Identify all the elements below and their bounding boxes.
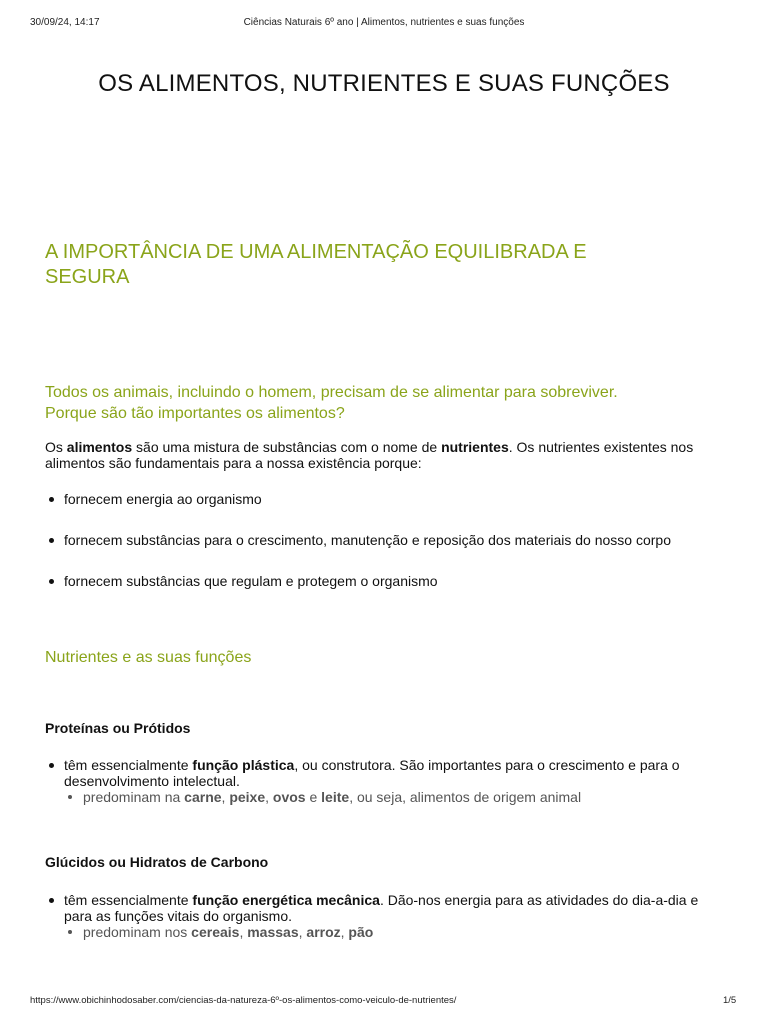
keyword: função plástica	[192, 757, 295, 773]
text: ,	[221, 789, 230, 805]
keyword-alimentos: alimentos	[66, 439, 133, 455]
keyword: pão	[348, 924, 374, 940]
glucids-bullet-line-1	[64, 892, 698, 908]
question-line-1: Todos os animais, incluindo o homem, precisam de se alimentar para sobreviver.	[45, 384, 618, 401]
list-item	[64, 491, 768, 507]
proteins-bullet-line-2: desenvolvimento intelectual.	[64, 773, 240, 789]
subheading-proteins: Proteínas ou Prótidos	[45, 720, 191, 736]
keyword: leite	[321, 789, 350, 805]
list-item-text: fornecem energia ao organismo	[64, 491, 262, 507]
glucids-bullet-line-2: para as funções vitais do organismo.	[64, 908, 293, 924]
intro-paragraph-line-1	[45, 439, 693, 455]
text: ,	[298, 924, 307, 940]
subheading-glucids: Glúcidos ou Hidratos de Carbono	[45, 854, 269, 870]
question-line-2: Porque são tão importantes os alimentos?	[45, 405, 345, 422]
keyword: ovos	[272, 789, 306, 805]
section-heading-importance: A IMPORTÂNCIA DE UMA ALIMENTAÇÃO EQUILIBRADA E SEGURA	[45, 241, 587, 288]
bullet-icon	[68, 795, 72, 799]
proteins-bullet-line-1	[64, 757, 680, 773]
glucids-sub-bullet	[83, 924, 373, 940]
text: predominam nos	[83, 924, 192, 940]
text: . Os nutrientes existentes nos	[508, 439, 694, 455]
bullet-icon	[68, 930, 72, 934]
page-number: 1/5	[723, 995, 737, 1006]
list-item	[64, 573, 768, 589]
main-title: OS ALIMENTOS, NUTRIENTES E SUAS FUNÇÕES	[98, 70, 670, 97]
keyword-nutrientes: nutrientes	[441, 439, 509, 455]
text: são uma mistura de substâncias com o nome de	[132, 439, 442, 455]
keyword: função energética mecânica	[192, 892, 380, 908]
bullet-icon	[49, 763, 54, 768]
bullet-icon	[49, 898, 54, 903]
bullet-icon	[49, 579, 54, 584]
text: têm essencialmente	[64, 757, 193, 773]
text: e	[305, 789, 322, 805]
bullet-icon	[49, 538, 54, 543]
text: , ou seja, alimentos de origem animal	[349, 789, 582, 805]
bullet-icon	[49, 497, 54, 502]
keyword: carne	[184, 789, 222, 805]
print-page-title: Ciências Naturais 6º ano | Alimentos, nutrientes e suas funções	[243, 17, 525, 28]
text: predominam na	[83, 789, 185, 805]
text: têm essencialmente	[64, 892, 193, 908]
section-heading-nutrients: Nutrientes e as suas funções	[45, 649, 252, 666]
list-item-text: fornecem substâncias para o crescimento, manutenção e reposição dos materiais do nosso corpo	[64, 532, 671, 548]
text: Os	[45, 439, 67, 455]
keyword: arroz	[306, 924, 341, 940]
text: ,	[239, 924, 248, 940]
list-item-text: fornecem substâncias que regulam e protegem o organismo	[64, 573, 438, 589]
print-date: 30/09/24, 14:17	[30, 17, 100, 28]
text: ,	[340, 924, 349, 940]
text: . Dão-nos energia para as atividades do dia-a-dia e	[379, 892, 699, 908]
list-item	[64, 532, 768, 548]
footer-url[interactable]: https://www.obichinhodosaber.com/ciencias-da-natureza-6º-os-alimentos-como-veiculo-de-nutrientes/	[30, 995, 457, 1006]
keyword: peixe	[229, 789, 266, 805]
keyword: cereais	[191, 924, 240, 940]
text: ,	[265, 789, 273, 805]
proteins-sub-bullet	[83, 789, 581, 805]
keyword: massas	[247, 924, 299, 940]
intro-paragraph-line-2: alimentos são fundamentais para a nossa existência porque:	[45, 455, 422, 471]
text: , ou construtora. São importantes para o crescimento e para o	[294, 757, 680, 773]
